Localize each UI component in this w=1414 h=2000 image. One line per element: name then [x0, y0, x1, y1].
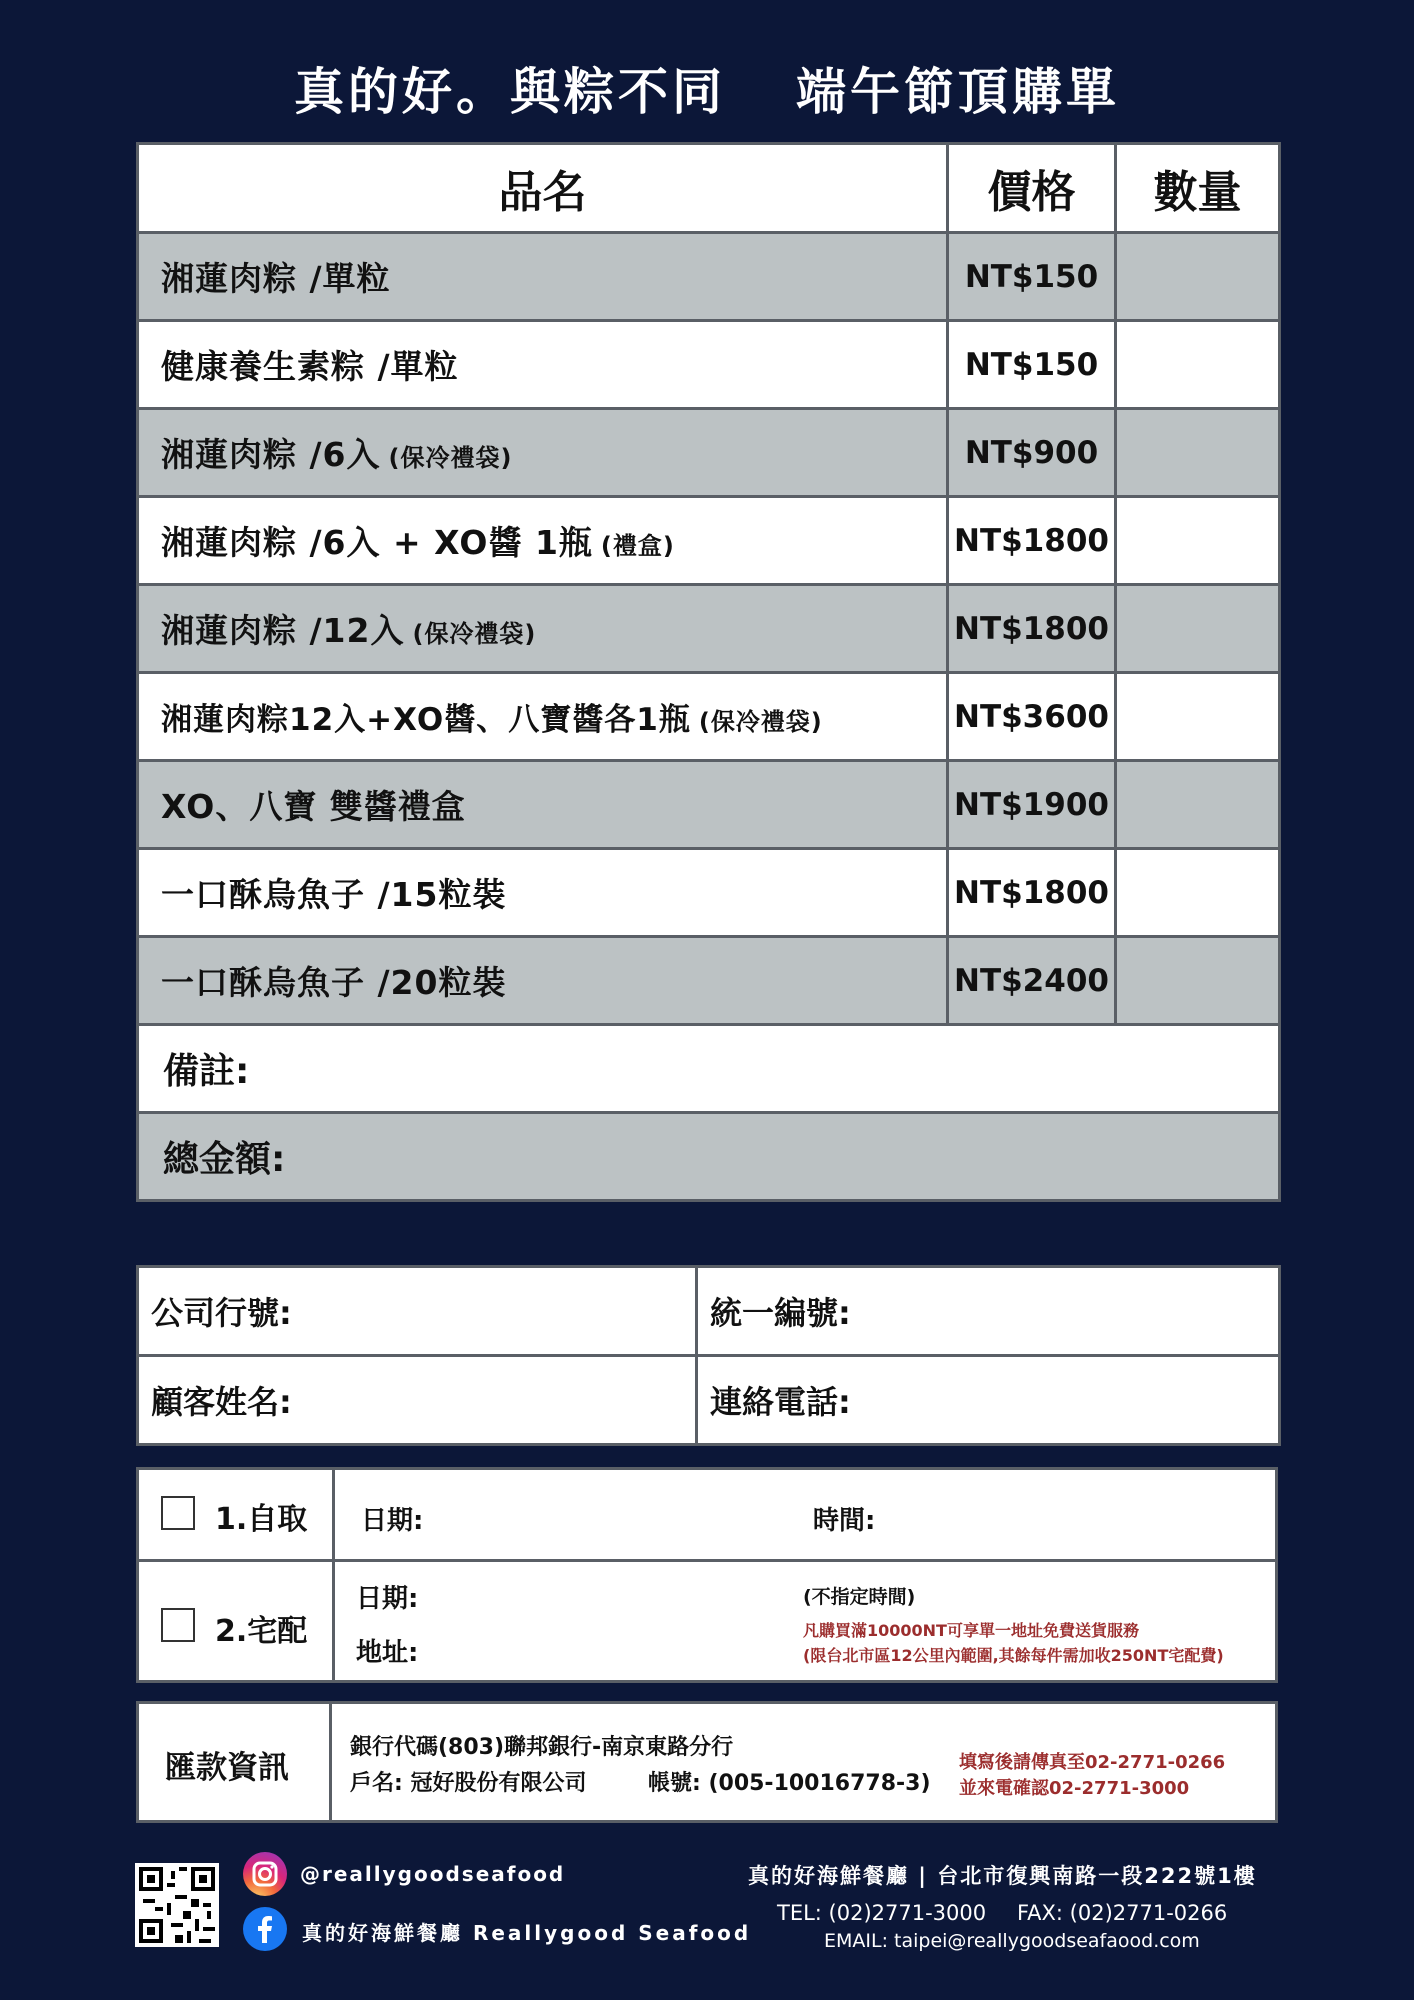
delivery-section: [136, 1467, 1278, 1683]
delivery-checkbox[interactable]: [161, 1608, 195, 1642]
title-left: 真的好。與粽不同: [294, 63, 726, 121]
qr-code-icon: [135, 1863, 219, 1947]
order-table: [136, 142, 1281, 1202]
table-header-row: [138, 144, 1280, 233]
table-row: [138, 849, 1280, 937]
quantity-cell[interactable]: [1116, 937, 1280, 1025]
fax-note: 填寫後請傳真至02-2771-0266: [959, 1752, 1226, 1773]
product-price: NT$1800: [948, 585, 1116, 673]
shipping-fee-note: (限台北市區12公里內範圍,其餘每件需加收250NT宅配費): [803, 1646, 1224, 1665]
remarks-field[interactable]: 備註:: [138, 1025, 1280, 1113]
bank-label: 匯款資訊: [165, 1750, 289, 1786]
table-row: [138, 673, 1280, 761]
product-price: NT$150: [948, 321, 1116, 409]
quantity-cell[interactable]: [1116, 585, 1280, 673]
product-price: NT$3600: [948, 673, 1116, 761]
product-name: 湘蓮肉粽 /6入 + XO醬 1瓶 (禮盒): [138, 497, 948, 585]
page-title: [0, 52, 1414, 124]
delivery-label: 2.宅配: [215, 1614, 308, 1649]
table-row: [138, 321, 1280, 409]
instagram-icon[interactable]: [243, 1852, 287, 1896]
facebook-page[interactable]: 真的好海鮮餐廳 Reallygood Seafood: [302, 1921, 752, 1945]
quantity-cell[interactable]: [1116, 673, 1280, 761]
product-price: NT$1800: [948, 849, 1116, 937]
quantity-cell[interactable]: [1116, 409, 1280, 497]
quantity-cell[interactable]: [1116, 761, 1280, 849]
title-right: 端午節頂購單: [796, 63, 1120, 121]
table-row: [138, 409, 1280, 497]
no-time-note: (不指定時間): [803, 1586, 916, 1608]
footer-tel: TEL: (02)2771-3000: [777, 1901, 987, 1925]
delivery-date-field[interactable]: 日期:: [356, 1584, 419, 1614]
product-price: NT$150: [948, 233, 1116, 321]
account-number: 帳號: (005-10016778-3): [648, 1771, 931, 1796]
facebook-icon[interactable]: [243, 1907, 287, 1951]
product-name: 健康養生素粽 /單粒: [138, 321, 948, 409]
product-name: 一口酥烏魚子 /20粒裝: [138, 937, 948, 1025]
table-row: [138, 937, 1280, 1025]
quantity-cell[interactable]: [1116, 497, 1280, 585]
free-shipping-note: 凡購買滿10000NT可享單一地址免費送貨服務: [803, 1621, 1139, 1640]
product-name: 一口酥烏魚子 /15粒裝: [138, 849, 948, 937]
phone-field[interactable]: 連絡電話:: [697, 1356, 1280, 1445]
instagram-handle[interactable]: @reallygoodseafood: [300, 1862, 566, 1886]
total-row: [138, 1113, 1280, 1201]
header-name: 品名: [138, 144, 948, 233]
product-name: XO、八寶 雙醬禮盒: [138, 761, 948, 849]
pickup-label: 1.自取: [215, 1502, 308, 1537]
bank-line1: 銀行代碼(803)聯邦銀行-南京東路分行: [350, 1735, 734, 1760]
header-qty: 數量: [1116, 144, 1280, 233]
footer-email[interactable]: EMAIL: taipei@reallygoodseafaood.com: [824, 1930, 1200, 1952]
quantity-cell[interactable]: [1116, 849, 1280, 937]
customer-info-table: [136, 1265, 1281, 1446]
account-name: 戶名: 冠好股份有限公司: [350, 1771, 587, 1796]
pickup-checkbox[interactable]: [161, 1496, 195, 1530]
total-field[interactable]: 總金額:: [138, 1113, 1280, 1201]
product-price: NT$1900: [948, 761, 1116, 849]
product-name: 湘蓮肉粽 /12入 (保冷禮袋): [138, 585, 948, 673]
pickup-time-field[interactable]: 時間:: [813, 1506, 876, 1536]
product-name: 湘蓮肉粽 /單粒: [138, 233, 948, 321]
quantity-cell[interactable]: [1116, 233, 1280, 321]
quantity-cell[interactable]: [1116, 321, 1280, 409]
table-row: [138, 233, 1280, 321]
product-price: NT$900: [948, 409, 1116, 497]
table-row: [138, 585, 1280, 673]
delivery-address-field[interactable]: 地址:: [356, 1638, 419, 1668]
company-field[interactable]: 公司行號:: [138, 1267, 697, 1356]
tax-id-field[interactable]: 統一編號:: [697, 1267, 1280, 1356]
customer-name-field[interactable]: 顧客姓名:: [138, 1356, 697, 1445]
table-row: [138, 497, 1280, 585]
product-price: NT$2400: [948, 937, 1116, 1025]
header-price: 價格: [948, 144, 1116, 233]
table-row: [138, 761, 1280, 849]
product-name: 湘蓮肉粽 /6入 (保冷禮袋): [138, 409, 948, 497]
phone-note: 並來電確認02-2771-3000: [959, 1778, 1190, 1799]
product-price: NT$1800: [948, 497, 1116, 585]
restaurant-address: 真的好海鮮餐廳 | 台北市復興南路一段222號1樓: [748, 1864, 1257, 1888]
pickup-date-field[interactable]: 日期:: [361, 1506, 424, 1536]
bank-info-section: [136, 1701, 1278, 1823]
remarks-row: [138, 1025, 1280, 1113]
footer-fax: FAX: (02)2771-0266: [1017, 1901, 1228, 1925]
product-name: 湘蓮肉粽12入+XO醬、八寶醬各1瓶 (保冷禮袋): [138, 673, 948, 761]
